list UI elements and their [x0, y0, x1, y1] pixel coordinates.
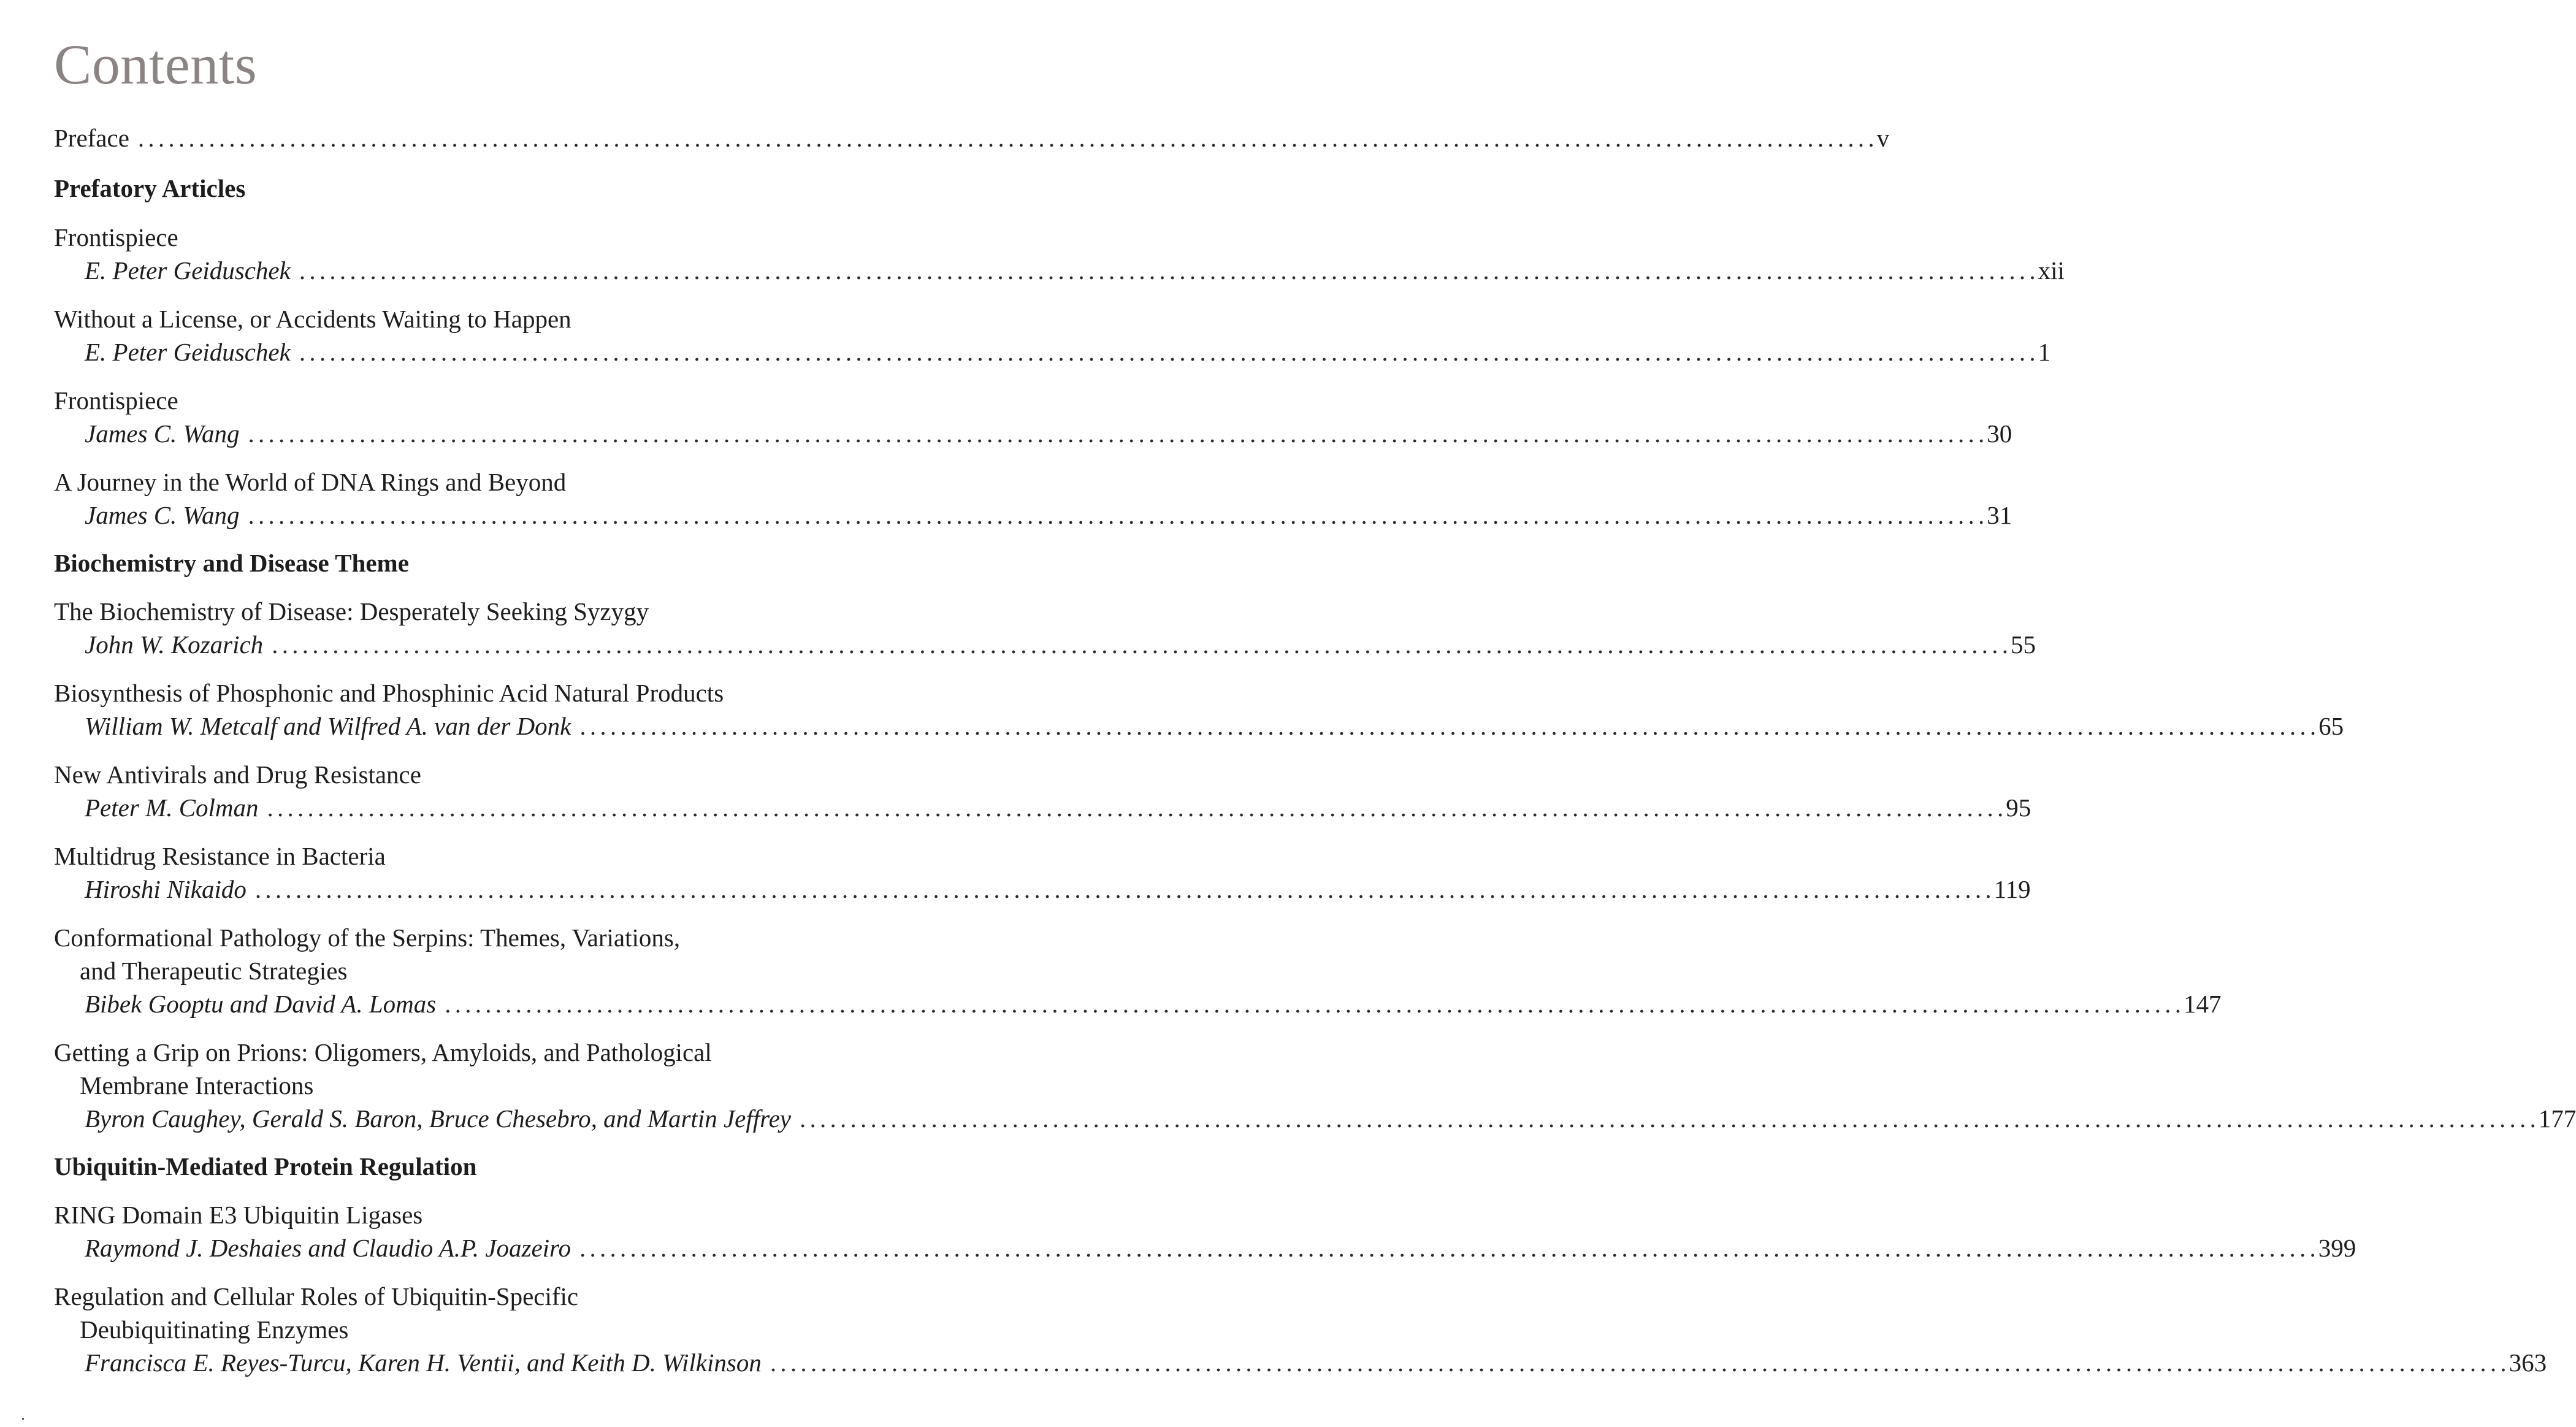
entry-page-number: 55 — [2010, 630, 2036, 659]
entry-authors: Francisca E. Reyes-Turcu, Karen H. Ventii, and Keith D. Wilkinson — [85, 1349, 762, 1377]
dot-leader — [445, 989, 2180, 1019]
dot-leader — [138, 123, 1873, 153]
toc-entry-authors-line[interactable] — [85, 500, 2012, 530]
entry-page-number: 177 — [2538, 1104, 2576, 1133]
entry-authors: James C. Wang — [85, 419, 240, 448]
toc-entry-authors-line[interactable] — [85, 711, 2344, 741]
toc-entry-title[interactable]: Conformational Pathology of the Serpins: Themes, Variations, — [54, 924, 681, 952]
margin-mark — [22, 1418, 24, 1420]
entry-authors: Raymond J. Deshaies and Claudio A.P. Joazeiro — [85, 1234, 571, 1262]
toc-entry-authors-line[interactable] — [85, 1103, 2576, 1134]
toc-entry-title[interactable]: Biosynthesis of Phosphonic and Phosphinic Acid Natural Products — [54, 679, 724, 707]
dot-leader — [248, 500, 1983, 530]
entry-authors: Hiroshi Nikaido — [85, 875, 247, 903]
section-heading: Ubiquitin-Mediated Protein Regulation — [54, 1152, 477, 1180]
toc-entry-title-continued[interactable]: Deubiquitinating Enzymes — [80, 1315, 349, 1344]
toc-entry-title[interactable]: The Biochemistry of Disease: Desperately Seeking Syzygy — [54, 597, 649, 626]
dot-leader — [272, 629, 2007, 660]
entry-authors: Peter M. Colman — [85, 794, 259, 822]
toc-entry-title[interactable]: Without a License, or Accidents Waiting to Happen — [54, 305, 571, 333]
entry-authors: E. Peter Geiduschek — [85, 338, 291, 366]
toc-entry-preface[interactable] — [54, 123, 1890, 153]
dot-leader — [299, 255, 2035, 286]
toc-entry-title[interactable]: Multidrug Resistance in Bacteria — [54, 842, 386, 870]
section-heading: Prefatory Articles — [54, 174, 246, 202]
entry-page-number: 119 — [1993, 875, 2031, 903]
entry-page-number: 1 — [2038, 338, 2051, 366]
entry-authors: James C. Wang — [85, 501, 240, 529]
entry-page-number: xii — [2038, 256, 2065, 285]
entry-page-number: 363 — [2509, 1349, 2547, 1377]
entry-page-number: 30 — [1987, 419, 2012, 448]
dot-leader — [248, 418, 1983, 449]
dot-leader — [800, 1103, 2535, 1134]
dot-leader — [299, 337, 2035, 367]
toc-entry-authors-line[interactable] — [85, 792, 2031, 823]
toc-entry-authors-line[interactable] — [85, 629, 2036, 660]
entry-authors: Byron Caughey, Gerald S. Baron, Bruce Chesebro, and Martin Jeffrey — [85, 1104, 791, 1133]
toc-entry-authors-line[interactable] — [85, 1347, 2547, 1378]
toc-entry-authors-line[interactable] — [85, 337, 2051, 367]
toc-entry-title[interactable]: RING Domain E3 Ubiquitin Ligases — [54, 1201, 423, 1229]
toc-entry-authors-line[interactable] — [85, 989, 2222, 1019]
page-title: Contents — [54, 33, 258, 96]
dot-leader — [267, 792, 2003, 823]
toc-entry-authors-line[interactable] — [85, 1233, 2356, 1263]
toc-entry-authors-line[interactable] — [85, 255, 2065, 286]
toc-entry-title[interactable]: Regulation and Cellular Roles of Ubiquitin-Specific — [54, 1282, 579, 1310]
dot-leader — [579, 1233, 2315, 1263]
toc-entry-title[interactable]: A Journey in the World of DNA Rings and Beyond — [54, 468, 567, 496]
entry-title: Preface — [54, 124, 129, 152]
entry-page-number: 65 — [2318, 712, 2344, 740]
dot-leader — [770, 1347, 2505, 1378]
toc-entry-authors-line[interactable] — [85, 418, 2012, 449]
dot-leader — [579, 711, 2315, 741]
toc-entry-title[interactable]: Getting a Grip on Prions: Oligomers, Amyloids, and Pathological — [54, 1038, 712, 1066]
toc-entry-title[interactable]: Frontispiece — [54, 386, 178, 415]
entry-authors: E. Peter Geiduschek — [85, 256, 291, 285]
dot-leader — [255, 874, 1990, 905]
entry-page-number: 95 — [2006, 794, 2031, 822]
entry-authors: William W. Metcalf and Wilfred A. van der Donk — [85, 712, 571, 740]
toc-entry-title-continued[interactable]: Membrane Interactions — [80, 1071, 314, 1100]
entry-authors: John W. Kozarich — [85, 630, 264, 659]
toc-entry-title[interactable]: New Antivirals and Drug Resistance — [54, 760, 421, 789]
entry-authors: Bibek Gooptu and David A. Lomas — [85, 990, 437, 1018]
entry-page-number: 399 — [2318, 1234, 2356, 1262]
toc-entry-title[interactable]: Frontispiece — [54, 223, 178, 251]
toc-entry-authors-line[interactable] — [85, 874, 2031, 905]
section-heading: Biochemistry and Disease Theme — [54, 549, 409, 577]
entry-page-number: v — [1876, 124, 1890, 152]
toc-entry-title-continued[interactable]: and Therapeutic Strategies — [80, 957, 348, 985]
entry-page-number: 31 — [1987, 501, 2012, 529]
entry-page-number: 147 — [2183, 990, 2222, 1018]
